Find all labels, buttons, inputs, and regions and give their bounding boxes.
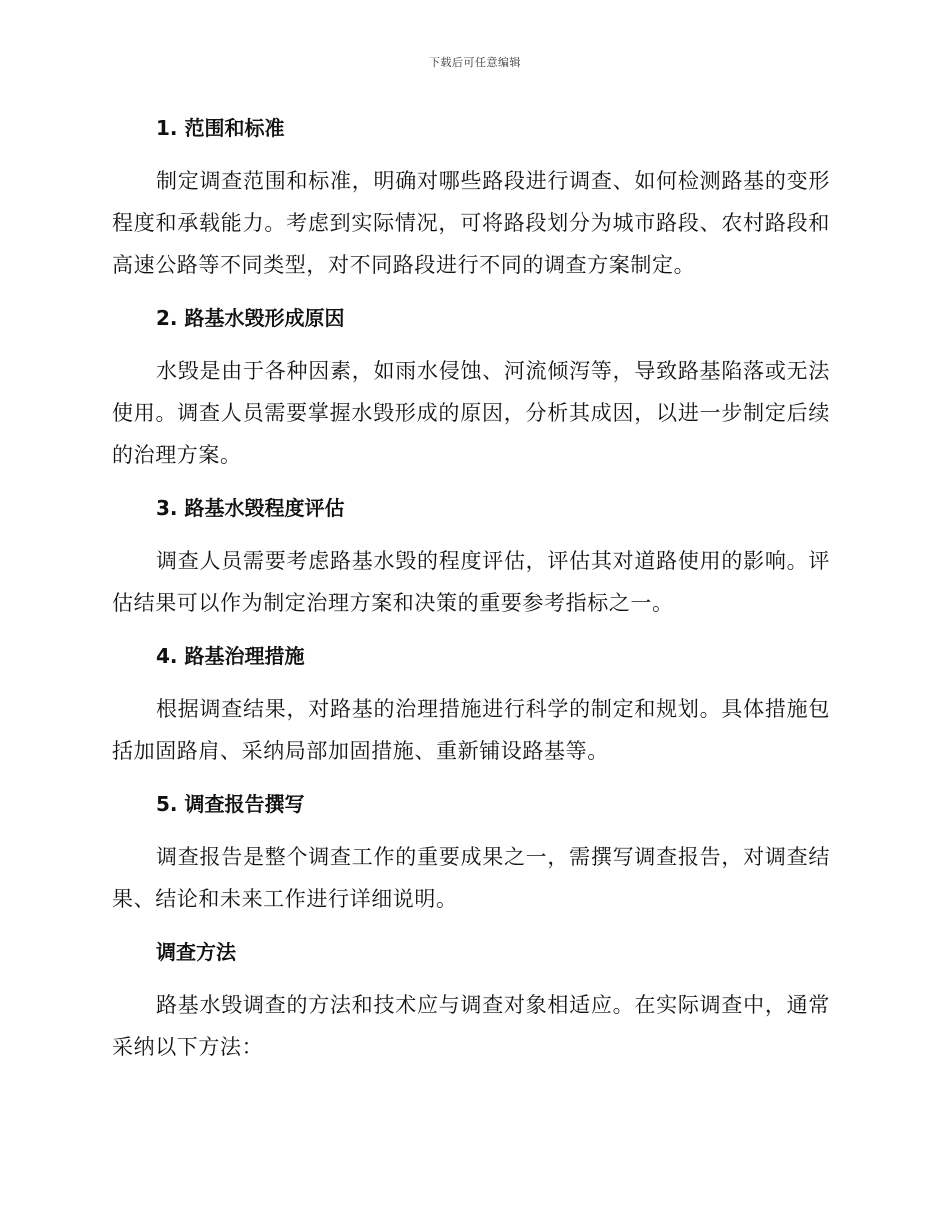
section-heading-damage-assessment: 3. 路基水毁程度评估 — [156, 496, 345, 520]
section-paragraph-range-standard: 制定调查范围和标准，明确对哪些路段进行调查、如何检测路基的变形程度和承载能力。考虑到实际情况，可将路段划分为城市路段、农村路段和高速公路等不同类型，对不同路段进行不同的调查方案制定。 — [112, 169, 830, 277]
page-header: 下载后可任意编辑 — [429, 56, 521, 69]
section-heading-range-standard: 1. 范围和标准 — [156, 116, 285, 140]
section-heading-report-writing: 5. 调查报告撰写 — [156, 792, 305, 816]
section-heading-treatment-measures: 4. 路基治理措施 — [156, 644, 305, 668]
section-heading-damage-causes: 2. 路基水毁形成原因 — [156, 306, 345, 330]
document-body — [112, 108, 830, 1068]
section-paragraph-damage-assessment: 调查人员需要考虑路基水毁的程度评估，评估其对道路使用的影响。评估结果可以作为制定治理方案和决策的重要参考指标之一。 — [112, 549, 830, 615]
section-paragraph-survey-methods: 路基水毁调查的方法和技术应与调查对象相适应。在实际调查中，通常采纳以下方法： — [112, 993, 830, 1059]
section-paragraph-damage-causes: 水毁是由于各种因素，如雨水侵蚀、河流倾泻等，导致路基陷落或无法使用。调查人员需要掌握水毁形成的原因，分析其成因，以进一步制定后续的治理方案。 — [112, 359, 830, 467]
section-paragraph-treatment-measures: 根据调查结果，对路基的治理措施进行科学的制定和规划。具体措施包括加固路肩、采纳局部加固措施、重新铺设路基等。 — [112, 697, 830, 763]
section-paragraph-report-writing: 调查报告是整个调查工作的重要成果之一，需撰写调查报告，对调查结果、结论和未来工作进行详细说明。 — [112, 845, 830, 911]
section-heading-survey-methods: 调查方法 — [156, 940, 236, 964]
